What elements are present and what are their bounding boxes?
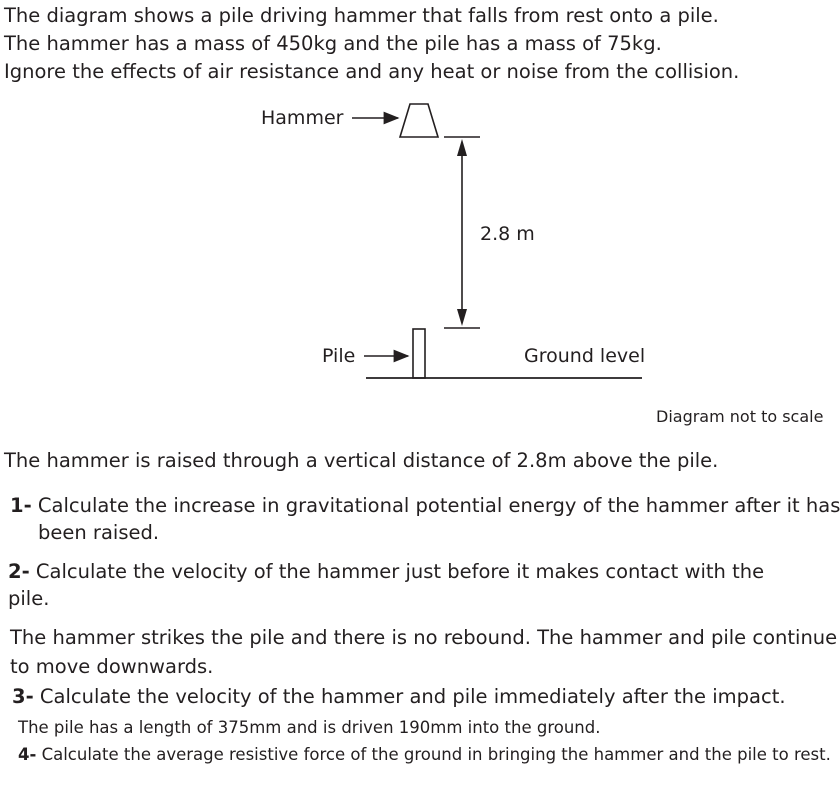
raised-statement: The hammer is raised through a vertical distance of 2.8m above the pile.: [4, 449, 719, 472]
height-arrowhead-down: [457, 309, 467, 326]
pile-label: Pile: [322, 345, 356, 367]
height-arrowhead-up: [457, 139, 467, 156]
question-1-text: Calculate the increase in gravitational potential energy of the hammer after it has: [37, 494, 840, 517]
height-label: 2.8 m: [480, 223, 535, 245]
hammer-label: Hammer: [261, 107, 344, 129]
hammer-shape: [400, 104, 438, 137]
impact-line-2: to move downwards.: [10, 655, 214, 678]
question-3-number: 3-: [12, 685, 34, 708]
question-3: [12, 685, 786, 708]
intro-line-2: The hammer has a mass of 450kg and the pile has a mass of 75kg.: [4, 32, 662, 55]
question-4-number: 4-: [18, 745, 37, 764]
impact-line-1: The hammer strikes the pile and there is no rebound. The hammer and pile continue: [10, 626, 838, 649]
question-4: [18, 745, 831, 764]
question-1-continuation: been raised.: [38, 521, 160, 544]
pile-shape: [413, 329, 425, 378]
question-2-continuation: pile.: [8, 587, 50, 610]
intro-line-1: The diagram shows a pile driving hammer that falls from rest onto a pile.: [4, 4, 719, 27]
question-3-text: Calculate the velocity of the hammer and pile immediately after the impact.: [39, 685, 786, 708]
question-2-text: Calculate the velocity of the hammer just before it makes contact with the: [35, 560, 765, 583]
pile-length-statement: The pile has a length of 375mm and is driven 190mm into the ground.: [18, 718, 601, 737]
question-2-number: 2-: [8, 560, 30, 583]
question-4-text: Calculate the average resistive force of the ground in bringing the hammer and the pile to rest.: [41, 745, 831, 764]
question-1: [10, 494, 840, 517]
question-1-number: 1-: [10, 494, 32, 517]
scale-note: Diagram not to scale: [656, 407, 824, 426]
question-2: [8, 560, 764, 583]
intro-line-3: Ignore the effects of air resistance and any heat or noise from the collision.: [4, 60, 740, 83]
ground-level-label: Ground level: [524, 345, 646, 367]
